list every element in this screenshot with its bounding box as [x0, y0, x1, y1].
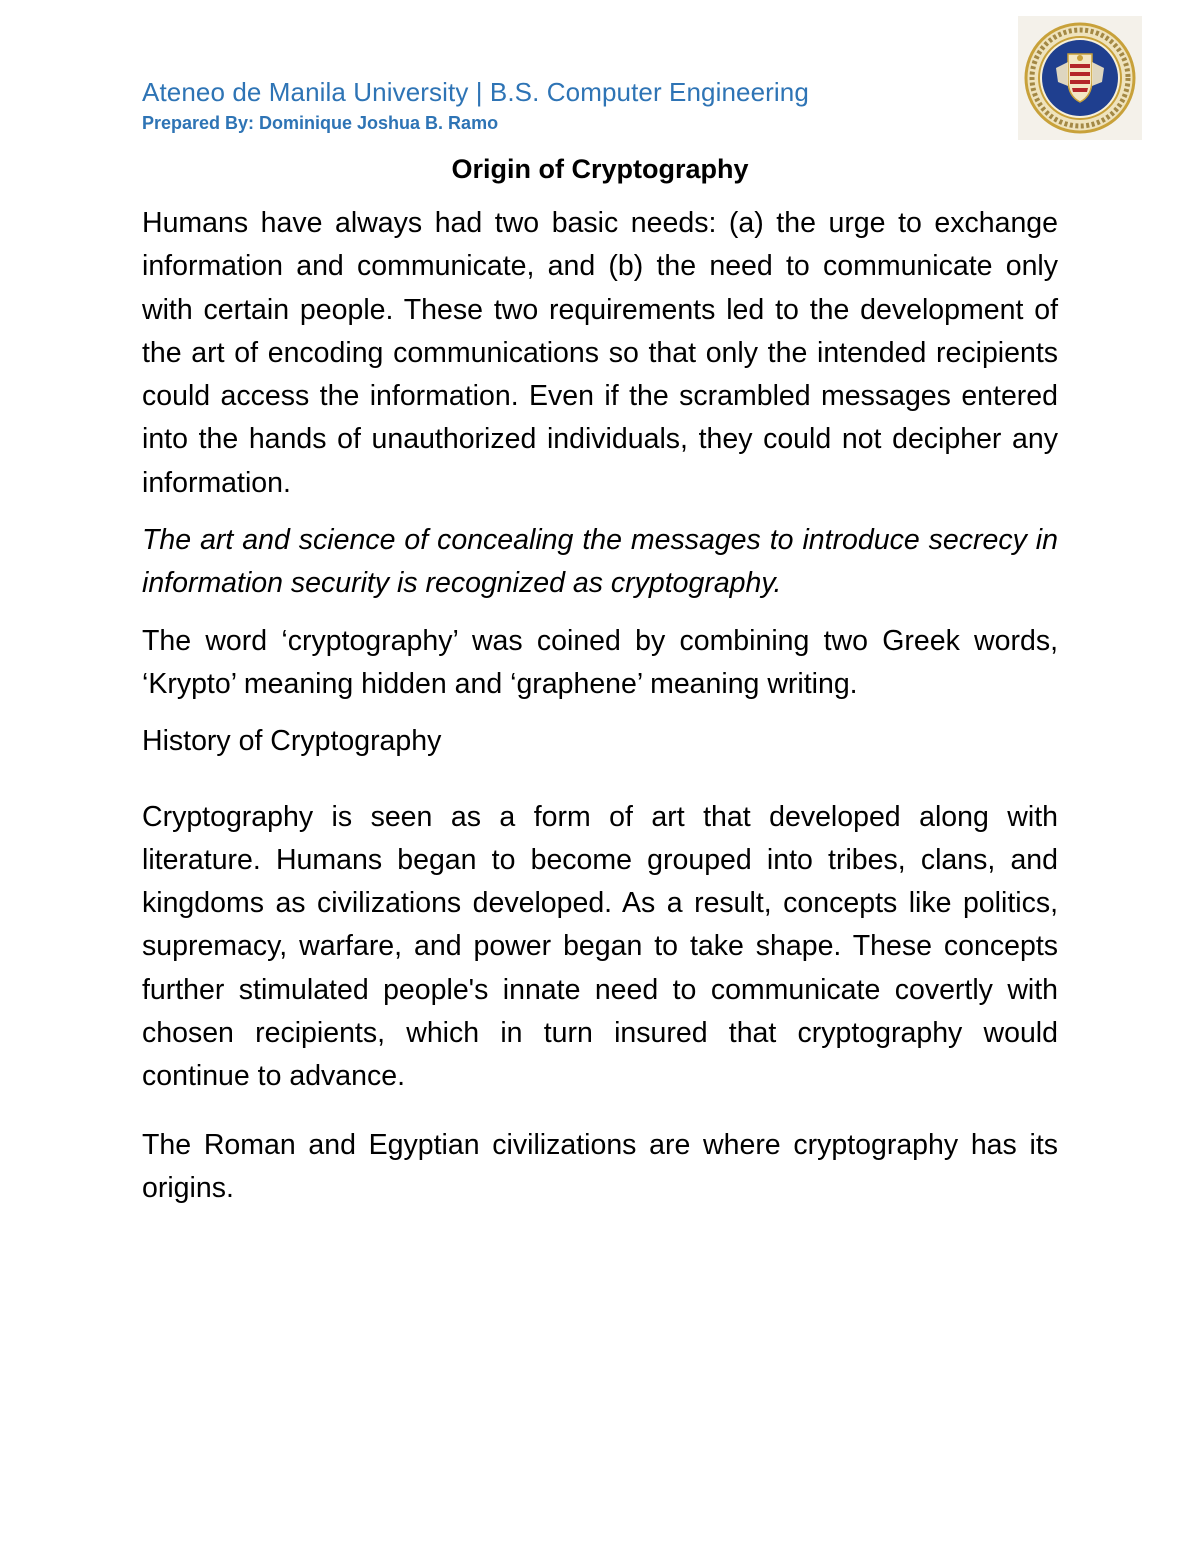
paragraph-history: Cryptography is seen as a form of art that developed along with literature. Humans began to become grouped into tribes, clans, and kingdoms as civilizations developed. As a result, concepts like politics, supremacy, warfare, and power began to take shape. These concepts further stimulated people's innate need to communicate covertly with chosen recipients, which in turn insured that cryptography would continue to advance.	[142, 800, 1058, 1093]
page-header	[142, 74, 982, 136]
prepared-by-line: Prepared By: Dominique Joshua B. Ramo	[142, 113, 499, 133]
section-heading-history: History of Cryptography	[142, 725, 442, 758]
document-title: Origin of Cryptography	[451, 154, 749, 184]
paragraph-etymology: The word ‘cryptography’ was coined by combining two Greek words, ‘Krypto’ meaning hidden and ‘graphene’ meaning writing.	[142, 624, 1058, 700]
paragraph-definition: The art and science of concealing the messages to introduce secrecy in information security is recognized as cryptography.	[142, 524, 1058, 600]
document-body	[142, 202, 1058, 1210]
university-seal-icon	[1018, 16, 1142, 140]
paragraph-basic-needs: Humans have always had two basic needs: (a) the urge to exchange information and communicate, and (b) the need to communicate only with certain people. These two requirements led to the development of the art of encoding communications so that only the intended recipients could access the information. Even if the scrambled messages entered into the hands of unauthorized individuals, they could not decipher any information.	[142, 207, 1058, 499]
institution-line: Ateneo de Manila University | B.S. Computer Engineering	[142, 77, 809, 107]
paragraph-origins: The Roman and Egyptian civilizations are where cryptography has its origins.	[142, 1128, 1058, 1204]
